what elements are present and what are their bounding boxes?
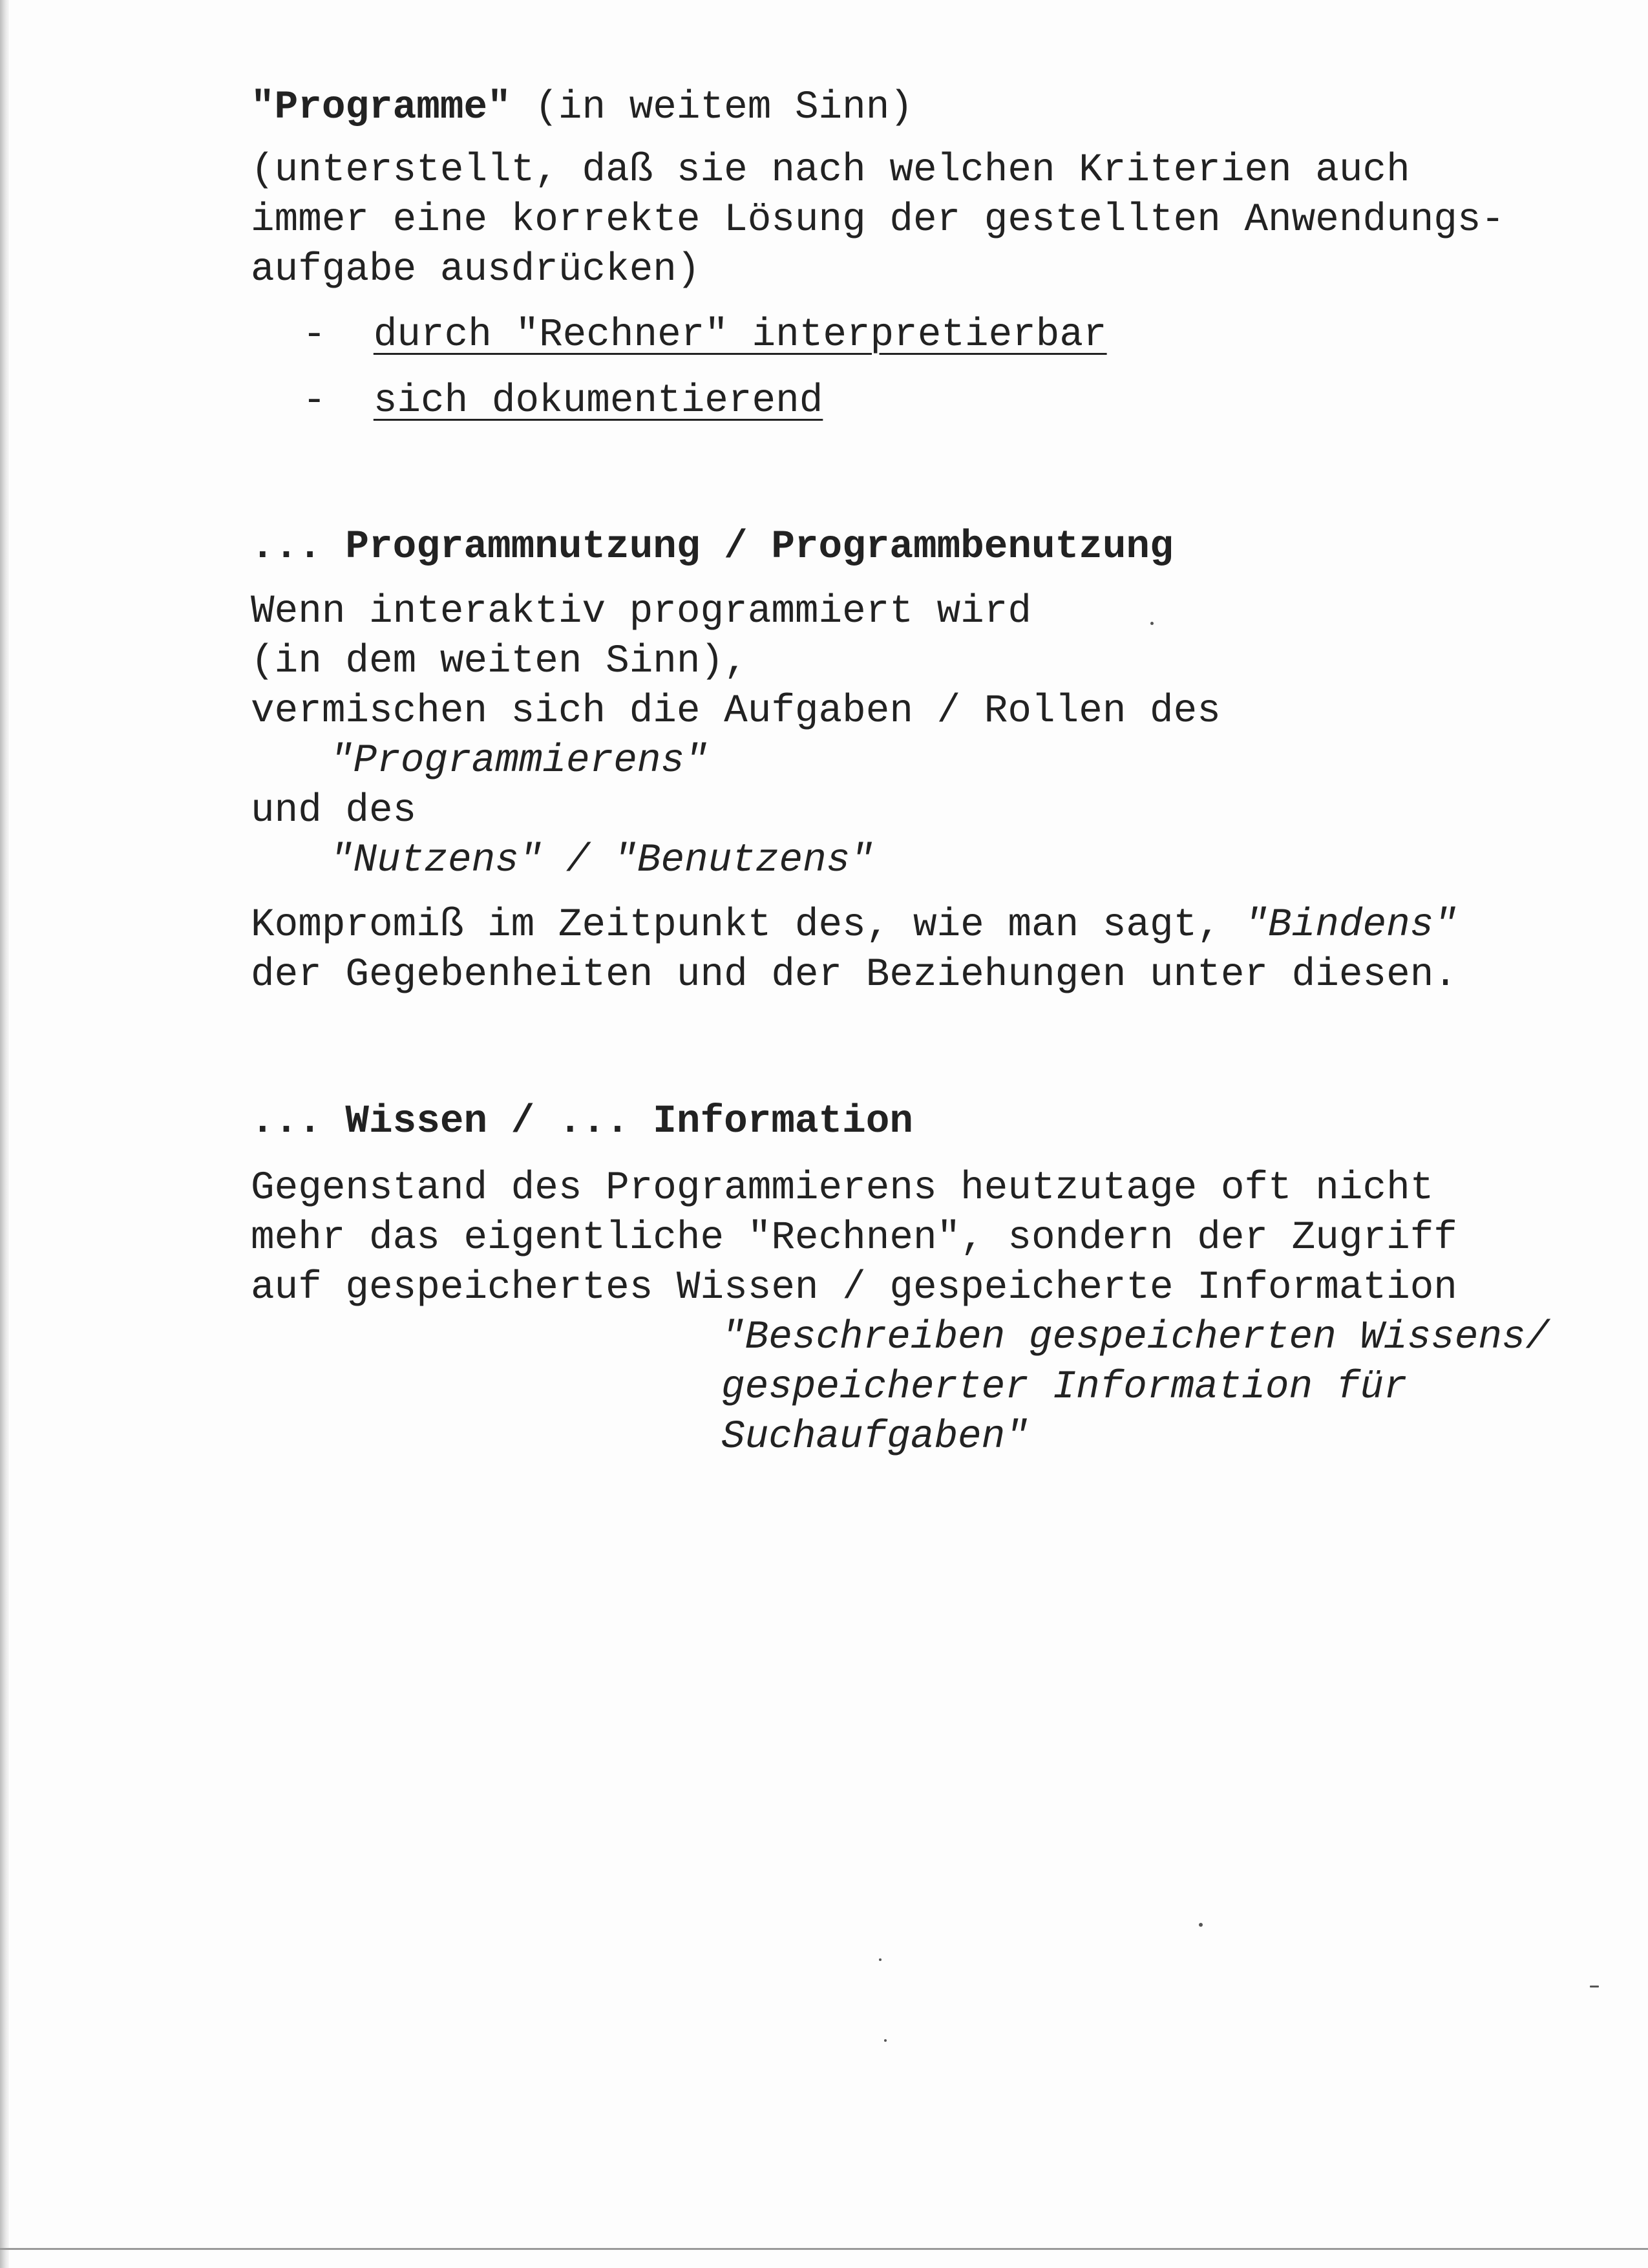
- section3-para-line-3: auf gespeichertes Wissen / gespeicherte Information: [251, 1266, 1457, 1310]
- bullet-dash: -: [302, 313, 326, 357]
- section2-line-6: "Nutzens" / "Benutzens": [330, 838, 874, 883]
- section2-line-7-italic: "Bindens": [1244, 903, 1457, 948]
- scan-speck: [884, 2039, 887, 2042]
- section3-para-line-1: Gegenstand des Programmierens heutzutage oft nicht: [251, 1166, 1434, 1211]
- section3-heading: ... Wissen / ... Information: [251, 1099, 913, 1144]
- section3-quote-line-1: "Beschreiben gespeicherten Wissens/: [721, 1315, 1550, 1360]
- scan-speck: [1199, 1923, 1203, 1927]
- section2-line-1: Wenn interaktiv programmiert wird: [251, 589, 1031, 634]
- section2-heading: ... Programmnutzung / Programmbenutzung: [251, 525, 1174, 569]
- section2-line-3: vermischen sich die Aufgaben / Rollen des: [251, 689, 1221, 734]
- scan-speck: [1150, 622, 1154, 625]
- section3-para-line-2: mehr das eigentliche "Rechnen", sondern der Zugriff: [251, 1216, 1457, 1260]
- bullet-item-2: [302, 376, 823, 426]
- page-edge-shadow: [0, 0, 9, 2268]
- section2-line-4: "Programmierens": [330, 739, 708, 783]
- page-bottom-edge: [0, 2248, 1648, 2250]
- section1-para-line-2: immer eine korrekte Lösung der gestellten Anwendungs-: [251, 198, 1505, 242]
- section2-line-7-text: Kompromiß im Zeitpunkt des, wie man sagt,: [251, 903, 1245, 948]
- scan-speck: [879, 1958, 882, 1961]
- section1-heading: [251, 83, 913, 132]
- bullet-dash: -: [302, 379, 326, 423]
- section1-heading-bold: "Programme": [251, 85, 511, 130]
- section2-line-5: und des: [251, 789, 417, 833]
- section2-line-7: [251, 900, 1457, 950]
- section3-quote-line-2: gespeicherter Information für: [721, 1365, 1408, 1410]
- page-content: [251, 0, 1634, 1593]
- bullet-item-1: [302, 310, 1107, 360]
- section1-heading-rest: (in weitem Sinn): [511, 85, 913, 130]
- section2-line-8: der Gegebenheiten und der Beziehungen unter diesen.: [251, 953, 1457, 997]
- section1-para-line-3: aufgabe ausdrücken): [251, 248, 701, 292]
- bullet-text-1: durch "Rechner" interpretierbar: [373, 313, 1107, 357]
- section2-line-2: (in dem weiten Sinn),: [251, 639, 748, 684]
- scan-speck: [1590, 1986, 1599, 1987]
- bullet-text-2: sich dokumentierend: [373, 379, 823, 423]
- section3-quote-line-3: Suchaufgaben": [721, 1415, 1029, 1459]
- section1-para-line-1: (unterstellt, daß sie nach welchen Kriterien auch: [251, 148, 1410, 193]
